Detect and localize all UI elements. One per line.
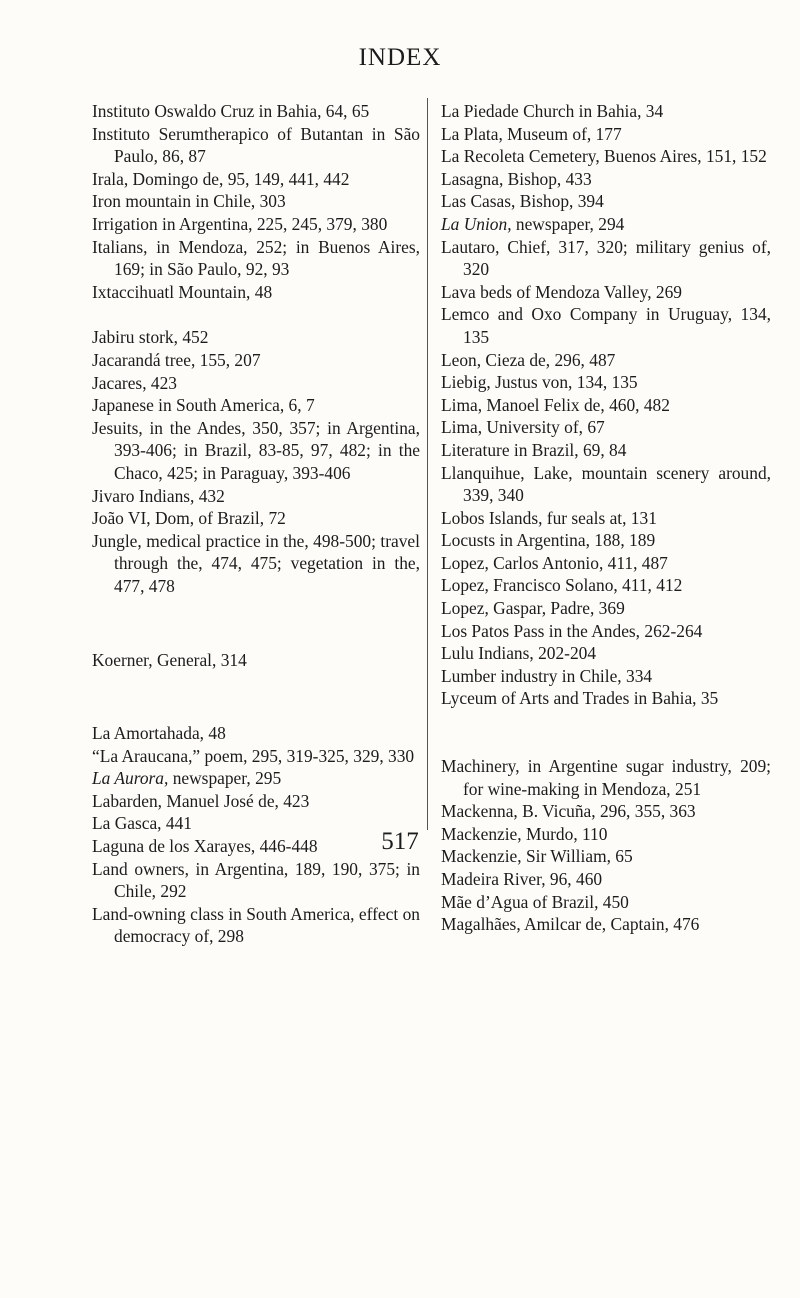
index-entry: Koerner, General, 314	[92, 650, 247, 671]
running-header: INDEX	[358, 44, 442, 71]
index-group-l-continued	[441, 100, 771, 710]
index-entry: Instituto Oswaldo Cruz in Bahia, 64, 65	[92, 101, 370, 121]
index-entry: Literature in Brazil, 69, 84	[441, 439, 627, 460]
page-number: 517	[381, 828, 419, 855]
index-entry: Irala, Domingo de, 95, 149, 441, 442	[92, 168, 350, 189]
index-entry: La Amortahada, 48	[92, 723, 226, 744]
index-entry: La Piedade Church in Bahia, 34	[441, 101, 664, 121]
index-entry: Llanquihue, Lake, mountain scenery around, 339, 340	[441, 462, 771, 506]
index-group-k	[92, 649, 420, 672]
index-entry: Lima, Manoel Felix de, 460, 482	[441, 394, 670, 415]
index-entry: Lumber industry in Chile, 334	[441, 665, 653, 686]
index-group-j	[92, 326, 420, 597]
column-divider	[427, 98, 428, 830]
index-entry: Mackenzie, Murdo, 110	[441, 823, 608, 844]
index-entry: Lautaro, Chief, 317, 320; military genius of, 320	[441, 236, 771, 280]
index-entry: Iron mountain in Chile, 303	[92, 191, 286, 212]
index-entry: Land-owning class in South America, effect on democracy of, 298	[92, 903, 420, 947]
index-entry: Land owners, in Argentina, 189, 190, 375; in Chile, 292	[92, 858, 420, 902]
index-entry: Lobos Islands, fur seals at, 131	[441, 507, 657, 528]
index-entry: Lyceum of Arts and Trades in Bahia, 35	[441, 688, 719, 709]
index-group-i	[92, 100, 420, 303]
index-entry: Leon, Cieza de, 296, 487	[441, 349, 616, 370]
index-entry: La Recoleta Cemetery, Buenos Aires, 151, 152	[441, 146, 767, 167]
index-entry: La Gasca, 441	[92, 813, 192, 834]
index-entry: La Aurora, newspaper, 295	[92, 768, 282, 789]
index-entry: Ixtaccihuatl Mountain, 48	[92, 281, 273, 302]
index-entry: Magalhães, Amilcar de, Captain, 476	[441, 914, 700, 935]
index-entry: Jesuits, in the Andes, 350, 357; in Argentina, 393-406; in Brazil, 83-85, 97, 482; in the Chaco, 425; in Paraguay, 393-406	[92, 417, 420, 483]
index-entry: Jungle, medical practice in the, 498-500; travel through the, 474, 475; vegetation in the, 477, 478	[92, 530, 420, 596]
index-entry: Jivaro Indians, 432	[92, 485, 225, 506]
index-entry: La Plata, Museum of, 177	[441, 123, 622, 144]
index-entry: Lava beds of Mendoza Valley, 269	[441, 281, 682, 302]
letter-gap	[92, 672, 420, 722]
index-entry: Locusts in Argentina, 188, 189	[441, 530, 656, 551]
index-entry: Lopez, Carlos Antonio, 411, 487	[441, 552, 668, 573]
index-entry: Machinery, in Argentine sugar industry, 209; for wine-making in Mendoza, 251	[441, 756, 771, 799]
index-entry: Japanese in South America, 6, 7	[92, 395, 315, 416]
newspaper-title: La Union,	[441, 213, 512, 234]
index-entry: Jabiru stork, 452	[92, 327, 209, 348]
index-entry: Jacares, 423	[92, 372, 177, 393]
index-entry: Lulu Indians, 202-204	[441, 643, 597, 664]
index-entry: Mackenna, B. Vicuña, 296, 355, 363	[441, 801, 696, 822]
index-entry: Madeira River, 96, 460	[441, 869, 603, 889]
index-entry: João VI, Dom, of Brazil, 72	[92, 508, 286, 529]
index-entry: Mãe d’Agua of Brazil, 450	[441, 891, 629, 912]
right-column	[441, 100, 771, 936]
letter-gap	[92, 597, 420, 649]
index-entry: Irrigation in Argentina, 225, 245, 379, 380	[92, 213, 388, 234]
index-entry: Italians, in Mendoza, 252; in Buenos Aires, 169; in São Paulo, 92, 93	[92, 236, 420, 280]
index-entry: Laguna de los Xarayes, 446-448	[92, 836, 318, 857]
index-entry: Jacarandá tree, 155, 207	[92, 349, 261, 370]
index-entry: Las Casas, Bishop, 394	[441, 191, 604, 212]
letter-gap	[92, 303, 420, 326]
letter-gap	[441, 710, 771, 755]
index-entry: Lopez, Francisco Solano, 411, 412	[441, 575, 683, 596]
index-entry: Mackenzie, Sir William, 65	[441, 846, 633, 867]
index-entry: Instituto Serumtherapico of Butantan in São Paulo, 86, 87	[92, 123, 420, 167]
index-entry: Los Patos Pass in the Andes, 262-264	[441, 620, 703, 641]
index-entry: Labarden, Manuel José de, 423	[92, 790, 310, 811]
index-entry: La Union, newspaper, 294	[441, 213, 625, 234]
index-entry: Liebig, Justus von, 134, 135	[441, 372, 638, 393]
newspaper-title: La Aurora,	[92, 768, 169, 789]
index-entry: Lopez, Gaspar, Padre, 369	[441, 598, 625, 619]
index-entry: Lima, University of, 67	[441, 417, 605, 438]
index-entry: “La Araucana,” poem, 295, 319-325, 329, 330	[92, 745, 415, 766]
left-column	[92, 100, 420, 948]
index-entry: Lemco and Oxo Company in Uruguay, 134, 135	[441, 304, 771, 347]
index-entry: Lasagna, Bishop, 433	[441, 168, 592, 189]
